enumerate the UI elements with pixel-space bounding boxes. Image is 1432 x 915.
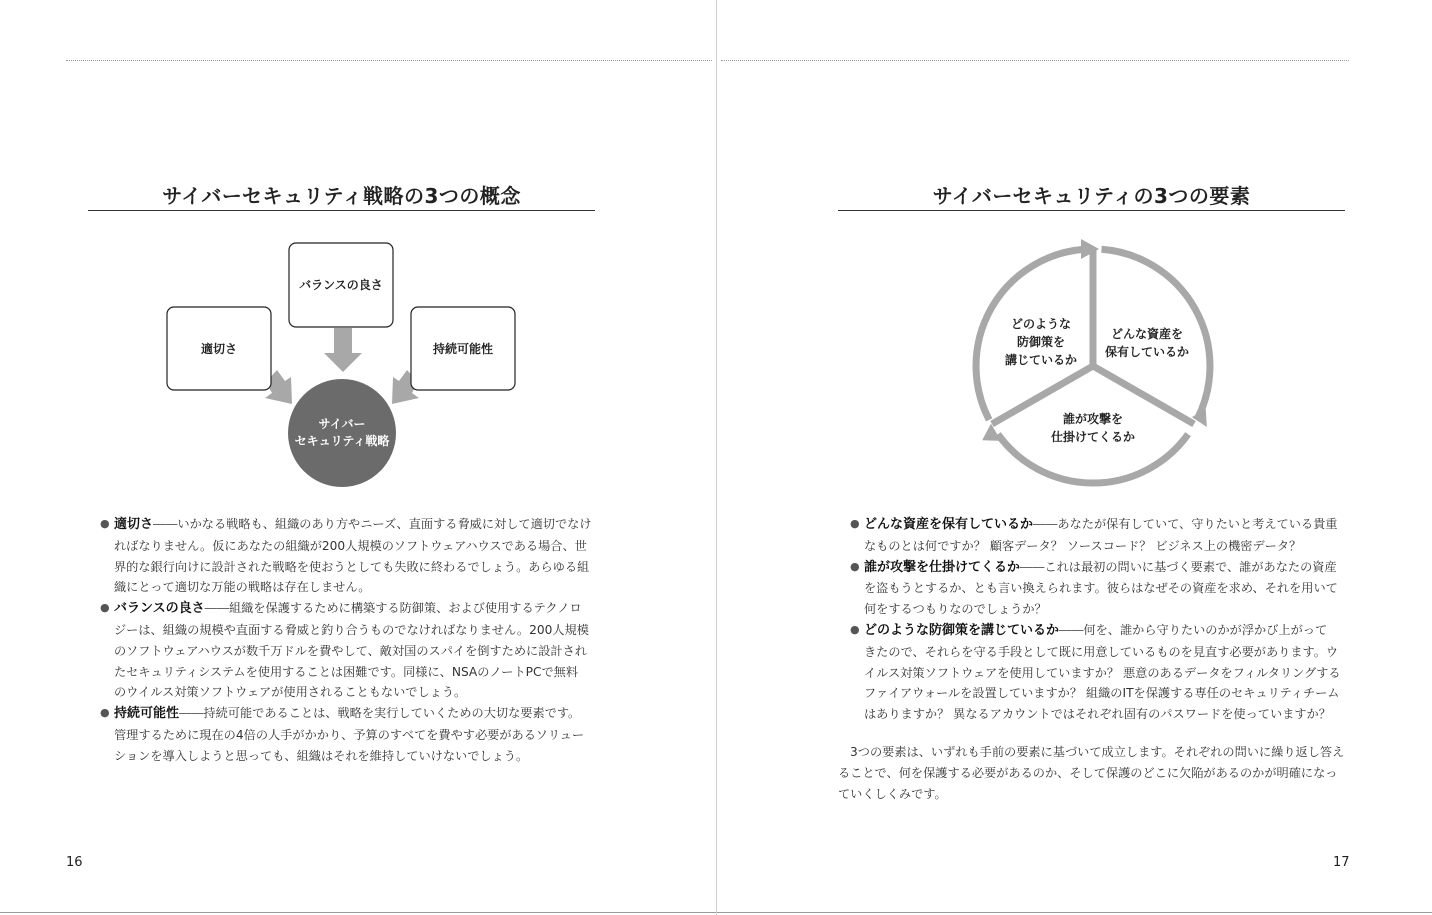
box-balance-label: バランスの良さ bbox=[299, 278, 383, 292]
bottom-rule bbox=[0, 912, 716, 913]
bottom-rule bbox=[717, 912, 1432, 913]
item-text-line: 何をするつもりなのでしょうか？ bbox=[864, 602, 1047, 617]
item-text-line: ションを導入しようと思っても、組織はそれを維持していけないでしょう。 bbox=[114, 748, 529, 763]
segment-assets-line2: 保有しているか bbox=[1104, 345, 1190, 359]
item-text-line: を盗もうとするか、とも言い換えられます。彼らはなぜその資産を求め、それを用いて bbox=[864, 581, 1338, 596]
item-term: 持続可能性 bbox=[114, 706, 180, 722]
top-dotted-rule bbox=[721, 60, 1349, 61]
item-term: バランスの良さ bbox=[114, 601, 205, 617]
right-page bbox=[716, 0, 1432, 915]
item-text-line: 何を、誰から守りたいのかが浮かび上がって bbox=[1083, 622, 1328, 637]
concept-list bbox=[100, 514, 600, 767]
element-list bbox=[850, 514, 1350, 725]
item-dash: ―― bbox=[204, 601, 229, 616]
page-number: 17 bbox=[1333, 855, 1350, 870]
item-term: 誰が攻撃を仕掛けてくるか bbox=[864, 559, 1021, 575]
list-item bbox=[100, 598, 600, 703]
segment-defense-line1: どのような bbox=[1010, 317, 1072, 331]
list-item bbox=[850, 557, 1350, 620]
paragraph-line: ることで、何を保護する必要があるのか、そして保護のどこに欠陥があるのかが明確になっ bbox=[838, 765, 1338, 780]
bullet-icon: ● bbox=[100, 706, 110, 720]
concept-diagram bbox=[0, 230, 716, 530]
center-label-line1: サイバー bbox=[318, 417, 366, 431]
bullet-icon: ● bbox=[850, 559, 860, 573]
segment-attacker-line2: 仕掛けてくるか bbox=[1050, 430, 1136, 444]
item-term: 適切さ bbox=[114, 517, 154, 532]
summary-paragraph bbox=[838, 742, 1358, 804]
item-text-line: これは最初の問いに基づく要素で、誰があなたの資産 bbox=[1044, 559, 1337, 574]
bullet-icon: ● bbox=[850, 517, 860, 530]
bullet-icon: ● bbox=[100, 601, 110, 615]
title-underline bbox=[838, 210, 1345, 211]
item-text-line: はありますか？ 異なるアカウントではそれぞれ固有のパスワードを使っていますか？ bbox=[864, 707, 1331, 722]
item-text-line: 管理するために現在の4倍の人手がかかり、予算のすべてを費やす必要があるソリュー bbox=[114, 727, 585, 742]
item-text-line: きたので、それらを守る手段として既に用意しているものを見直す必要があります。ウ bbox=[864, 644, 1339, 659]
cycle-diagram bbox=[717, 236, 1432, 506]
top-dotted-rule bbox=[66, 60, 712, 61]
arrow-down bbox=[324, 328, 362, 372]
item-term: どんな資産を保有しているか bbox=[864, 517, 1034, 532]
arrowhead-right bbox=[1192, 409, 1214, 431]
list-item bbox=[100, 514, 600, 598]
item-text-line: あなたが保有していて、守りたいと考えている貴重 bbox=[1057, 517, 1338, 531]
right-page-title: サイバーセキュリティの3つの要素 bbox=[932, 184, 1251, 208]
item-text-line: ればなりません。仮にあなたの組織が200人規模のソフトウェアハウスである場合、世 bbox=[114, 538, 587, 553]
item-text-line: たセキュリティシステムを使用することは困難です。同様に、NSAのノートPCで無料 bbox=[114, 664, 579, 679]
item-text-line: イルス対策ソフトウェアを使用していますか？ 悪意のあるデータをフィルタリングする bbox=[864, 665, 1341, 680]
item-dash: ―― bbox=[1033, 517, 1058, 531]
item-text-line: ジーは、組織の規模や直面する脅威と釣り合うものでなければなりません。200人規模 bbox=[114, 622, 589, 637]
arrowhead-bottom bbox=[977, 424, 1001, 449]
item-text-line: のソフトウェアハウスが数千万ドルを費やして、敵対国のスパイを倒すために設計され bbox=[114, 643, 587, 658]
item-term: どのような防御策を講じているか bbox=[864, 622, 1060, 638]
item-text-line: 織にとって適切な万能の戦略は存在しません。 bbox=[114, 580, 371, 595]
box-sustainability-label: 持続可能性 bbox=[432, 342, 494, 356]
segment-assets-line1: どんな資産を bbox=[1110, 327, 1184, 341]
item-dash: ―― bbox=[153, 517, 178, 531]
bullet-icon: ● bbox=[100, 517, 110, 530]
item-text-line: なものとは何ですか？ 顧客データ？ ソースコード？ ビジネス上の機密データ？ bbox=[864, 538, 1302, 553]
item-dash: ―― bbox=[179, 706, 204, 721]
item-dash: ―― bbox=[1059, 622, 1084, 637]
item-text-line: 界的な銀行向けに設計された戦略を使おうとしても失敗に終わるでしょう。あらゆる組 bbox=[114, 559, 590, 574]
item-text-line: いかなる戦略も、組織のあり方やニーズ、直面する脅威に対して適切でなけ bbox=[177, 517, 592, 531]
center-label-line2: セキュリティ戦略 bbox=[294, 434, 390, 448]
segment-defense-line2: 防御策を bbox=[1016, 335, 1066, 349]
item-text-line: 組織を保護するために構築する防御策、および使用するテクノロ bbox=[229, 601, 582, 616]
paragraph-line: ていくしくみです。 bbox=[838, 786, 947, 801]
list-item bbox=[850, 620, 1350, 725]
box-appropriate-label: 適切さ bbox=[200, 342, 238, 356]
segment-attacker-line1: 誰が攻撃を bbox=[1062, 412, 1124, 426]
page-number: 16 bbox=[66, 855, 83, 870]
bullet-icon: ● bbox=[850, 622, 860, 636]
item-text-line: のウイルス対策ソフトウェアが使用されることもないでしょう。 bbox=[114, 685, 467, 700]
paragraph-line: 3つの要素は、いずれも手前の要素に基づいて成立します。それぞれの問いに繰り返し答え bbox=[850, 745, 1345, 759]
item-text-line: ファイアウォールを設置していますか？ 組織のITを保護する専任のセキュリティチーム bbox=[864, 686, 1340, 701]
segment-defense-line3: 講じているか bbox=[1004, 353, 1078, 367]
list-item bbox=[100, 703, 600, 766]
item-text-line: 持続可能であることは、戦略を実行していくための大切な要素です。 bbox=[203, 706, 581, 721]
left-page-title: サイバーセキュリティ戦略の3つの概念 bbox=[162, 184, 521, 208]
title-underline bbox=[88, 210, 595, 211]
center-circle bbox=[288, 379, 396, 487]
item-dash: ―― bbox=[1020, 559, 1045, 574]
list-item bbox=[850, 514, 1350, 557]
